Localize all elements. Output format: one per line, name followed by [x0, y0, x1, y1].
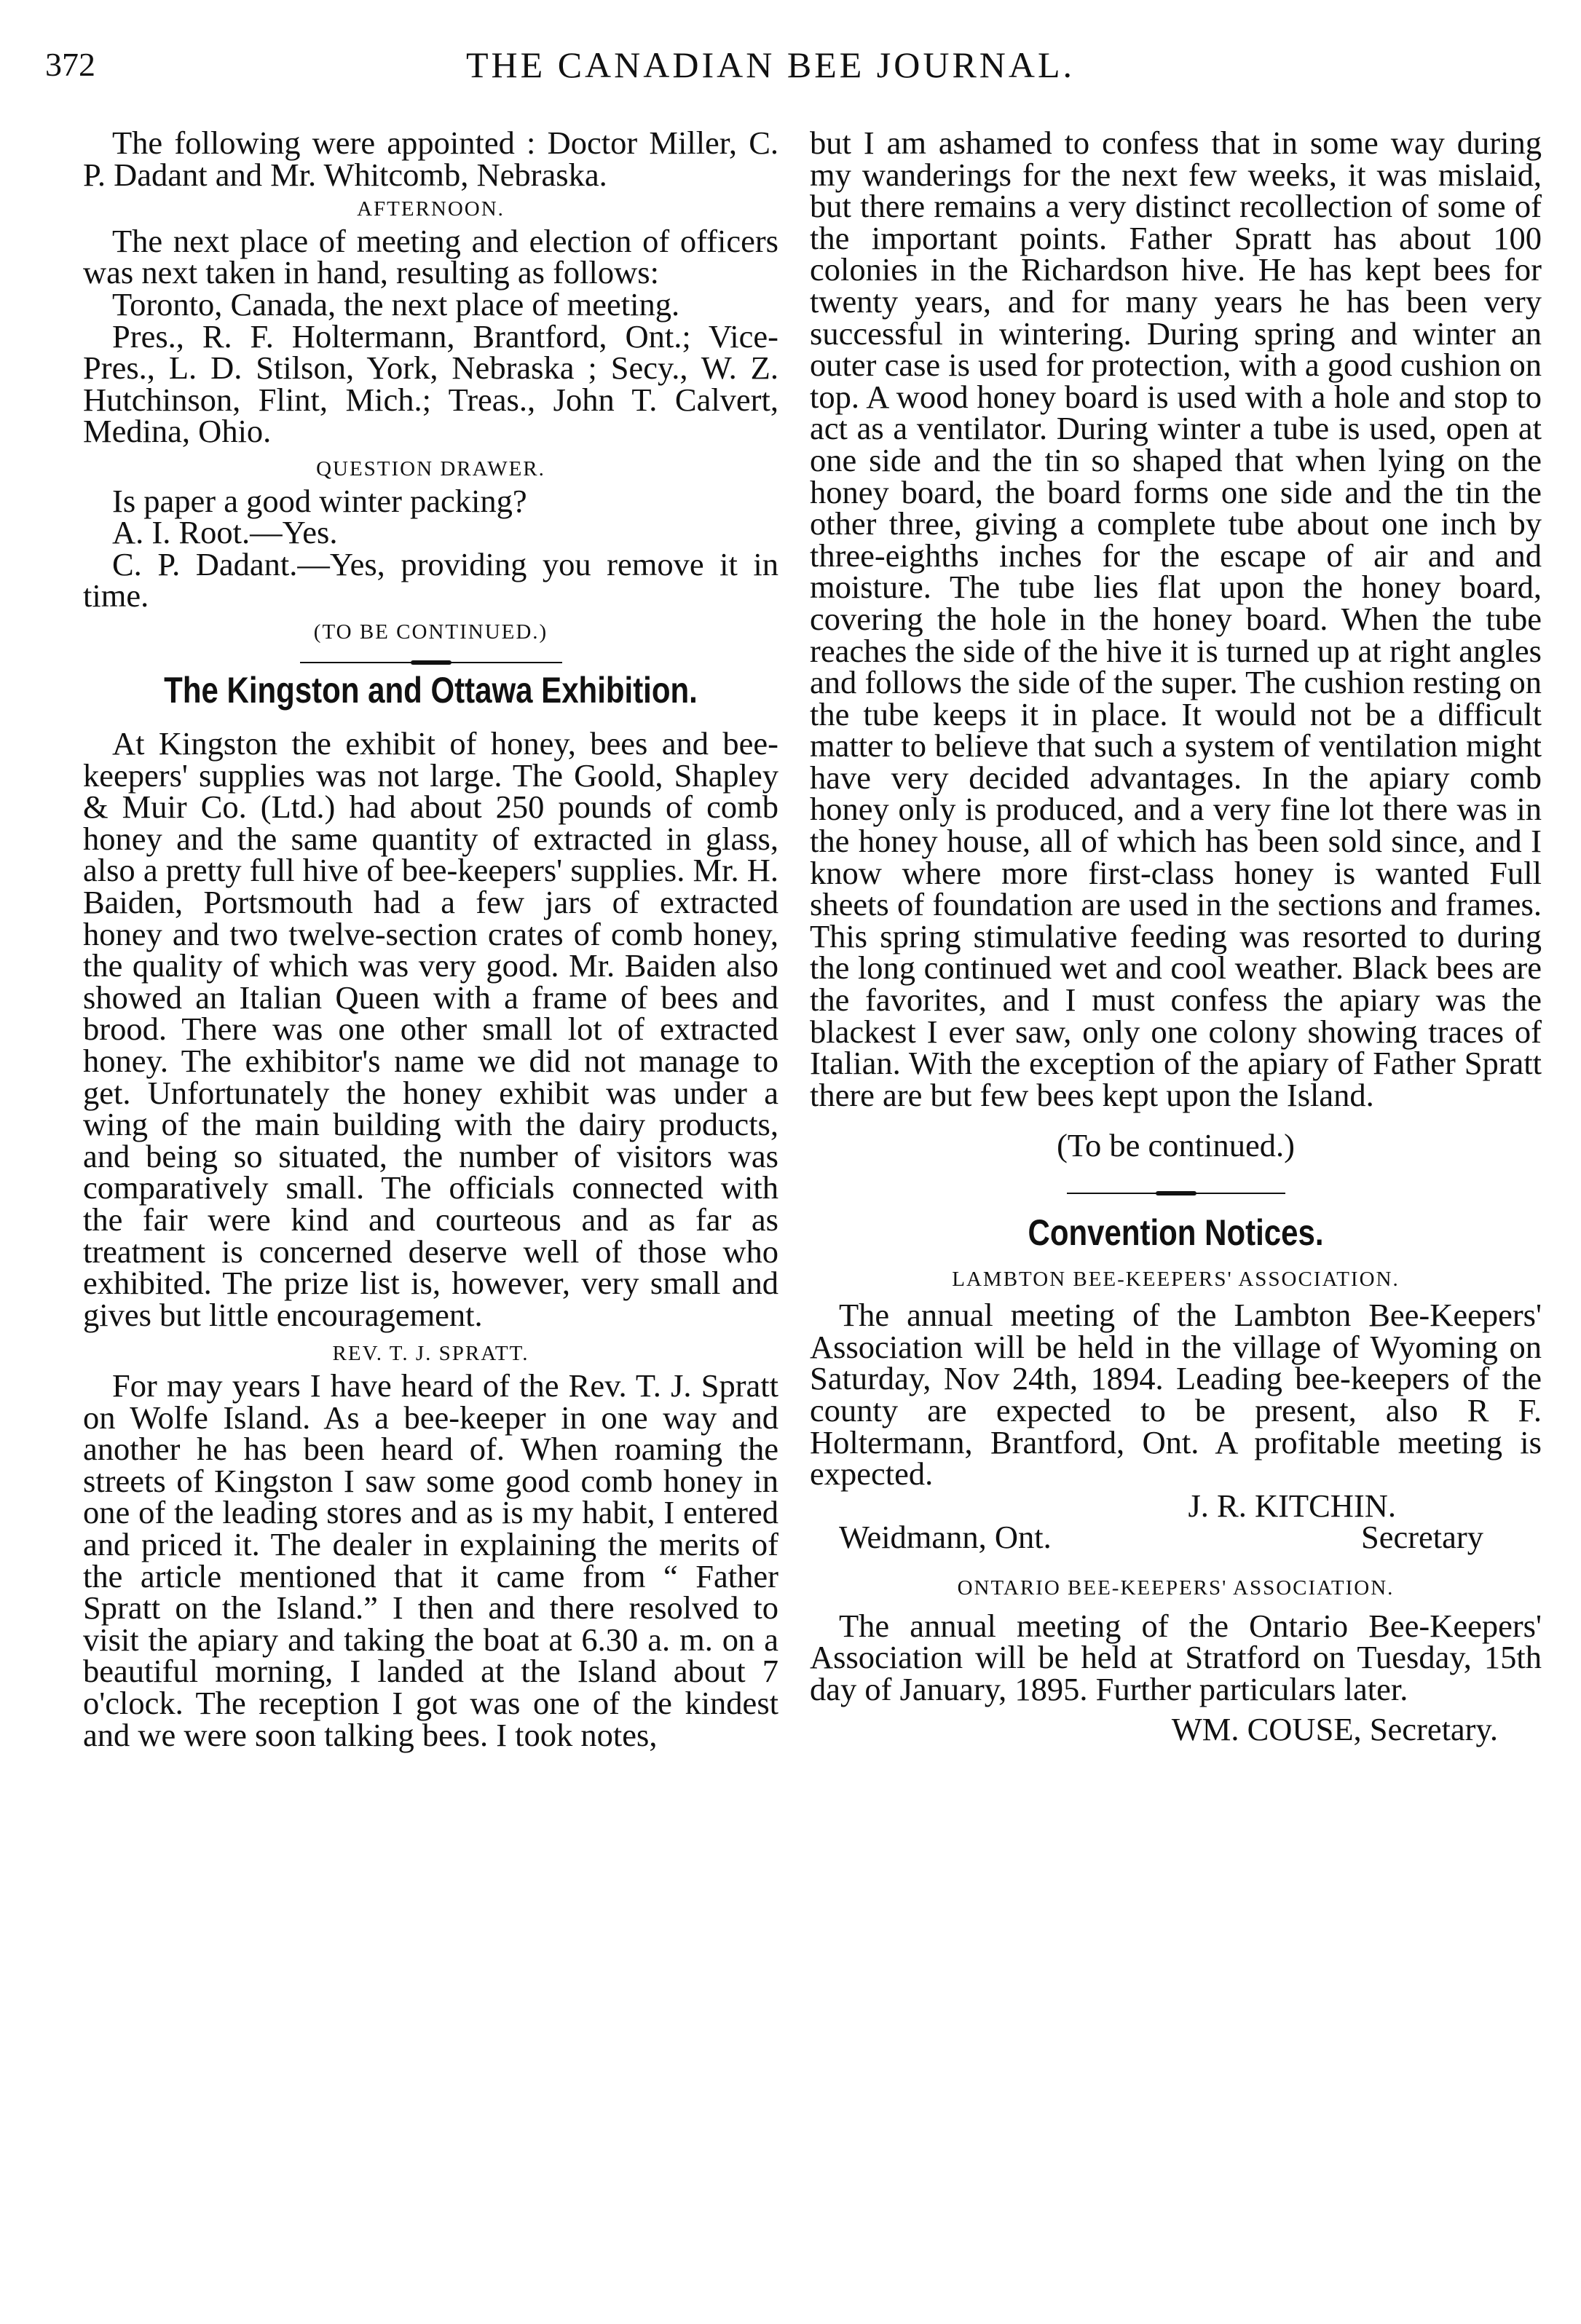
exhibition-paragraph: At Kingston the exhibit of honey, bees and bee-keepers' supplies was not large. The Goold, Shapley & Muir Co. (Ltd.) had about 250 pounds of comb honey and the same quantity of extracted in glass, also a pretty full hive of bee-keepers' supplies. Mr. H. Baiden, Portsmouth had a few jars of extracted honey and two twelve-section crates of comb honey, the quality of which was very good. Mr. Baiden also showed an Italian Queen with a frame of bees and brood. There was one other small lot of extracted honey. The exhibitor's name we did not manage to get. Unfortunately the honey exhibit was under a wing of the main building with the dairy products, and being so situated, the number of visitors was comparatively small. The officials connected with the fair were kind and courteous and as far as treatment is concerned deserve well of those who exhibited. The prize list is, however, very small and gives but little encouragement.	[83, 725, 778, 1333]
section-divider	[300, 660, 562, 665]
officers-paragraph: Pres., R. F. Holtermann, Brantford, Ont.; Vice-Pres., L. D. Stilson, York, Nebraska ; Secy., W. Z. Hutchinson, Flint, Mich.; Treas., John T. Calvert, Medina, Ohio.	[83, 317, 778, 450]
lambton-paragraph: The annual meeting of the Lambton Bee-Keepers' Association will be held in the village of Wyoming on Saturday, Nov 24th, 1894. Leading bee-keepers of the county are expected to be present, also R F. Holtermann, Brantford, Ont. A profitable meeting is expected.	[810, 1297, 1542, 1493]
spratt-paragraph-continued: but I am ashamed to confess that in some way during my wanderings for the next few weeks, it was mislaid, but there remains a very distinct recollection of some of the important points. Father Spratt has about 100 colonies in the Richardson hive. He has kept bees for twenty years, and for many years he has been very successful in wintering. During spring and winter an outer case is used for protection, with a good cushion on top. A wood honey board is used with a hole and stop to act as a ventilator. During winter a tube is used, open at one side and the tin so shaped that when lying on the honey board, the board forms one side and the tin the other three, giving a complete tube about one inch by three-eighths inches for the escape of air and and moisture. The tube lies flat upon the honey board, covering the hole in the honey board. When the tube reaches the side of the hive it is turned up at right angles and follows the side of the super. The cushion resting on the tube keeps it in place. It would not be a difficult matter to believe that such a system of ventilation might have very decided advantages. In the apiary comb honey only is produced, and a very fine lot there was in the honey house, all of which has been sold since, and I know where more first-class honey is wanted Full sheets of foundation are used in the sections and frames. This spring stimulative feeding was resorted to during the long continued wet and cool weather. Black bees are the favorites, and I must confess the apiary was the blackest I ever saw, only one colony showing traces of Italian. With the exception of the apiary of Father Spratt there are but few bees kept upon the Island.	[810, 125, 1542, 1113]
question-drawer-subheading: QUESTION DRAWER.	[316, 456, 545, 481]
ontario-signature: WM. COUSE, Secretary.	[1171, 1711, 1498, 1748]
left-column	[83, 127, 778, 1751]
spratt-subheading: REV. T. J. SPRATT.	[332, 1342, 529, 1366]
answer-dadant: C. P. Dadant.—Yes, providing you remove it in time.	[83, 545, 778, 614]
answer-root: A. I. Root.—Yes.	[112, 514, 338, 551]
lambton-subheading: LAMBTON BEE-KEEPERS' ASSOCIATION.	[952, 1267, 1400, 1291]
lambton-signature-role: Secretary	[1360, 1519, 1483, 1556]
ontario-paragraph: The annual meeting of the Ontario Bee-Keepers' Association will be held at Stratford on Tuesday, 15th day of January, 1895. Further particulars later.	[810, 1607, 1542, 1707]
right-column	[810, 127, 1542, 1746]
ontario-subheading: ONTARIO BEE-KEEPERS' ASSOCIATION.	[957, 1576, 1395, 1600]
afternoon-subheading: AFTERNOON.	[357, 197, 505, 221]
section-divider	[1067, 1191, 1285, 1195]
appointment-paragraph: The following were appointed : Doctor Miller, C. P. Dadant and Mr. Whitcomb, Nebraska.	[83, 125, 778, 193]
question-text: Is paper a good winter packing?	[112, 482, 527, 519]
lambton-signature-place: Weidmann, Ont.	[839, 1519, 1052, 1556]
to-be-continued-note: (TO BE CONTINUED.)	[313, 620, 548, 644]
election-paragraph: The next place of meeting and election of officers was next taken in hand, resulting as follows:	[83, 222, 778, 291]
page-number: 372	[45, 46, 95, 83]
lambton-signature-row	[810, 1519, 1542, 1556]
next-meeting-paragraph: Toronto, Canada, the next place of meeting.	[112, 285, 680, 323]
article-title: The Kingston and Ottawa Exhibition.	[164, 669, 698, 711]
notices-title: Convention Notices.	[1028, 1212, 1324, 1253]
spratt-paragraph-start: For may years I have heard of the Rev. T. J. Spratt on Wolfe Island. As a bee-keeper in one way and another he has been heard of. When roaming the streets of Kingston I saw some good comb honey in one of the leading stores and as is my habit, I entered and priced it. The dealer in explaining the merits of the article mentioned that it came from “ Father Spratt on the Island.” I then and there resolved to visit the apiary and taking the boat at 6.30 a. m. on a beautiful morning, I landed at the Island about 7 o'clock. The reception I got was one of the kindest and we were soon talking bees. I took notes,	[83, 1367, 778, 1753]
running-title: THE CANADIAN BEE JOURNAL.	[466, 44, 1076, 85]
lambton-signature-name: J. R. KITCHIN.	[1188, 1487, 1396, 1524]
to-be-continued-right: (To be continued.)	[1057, 1127, 1295, 1164]
